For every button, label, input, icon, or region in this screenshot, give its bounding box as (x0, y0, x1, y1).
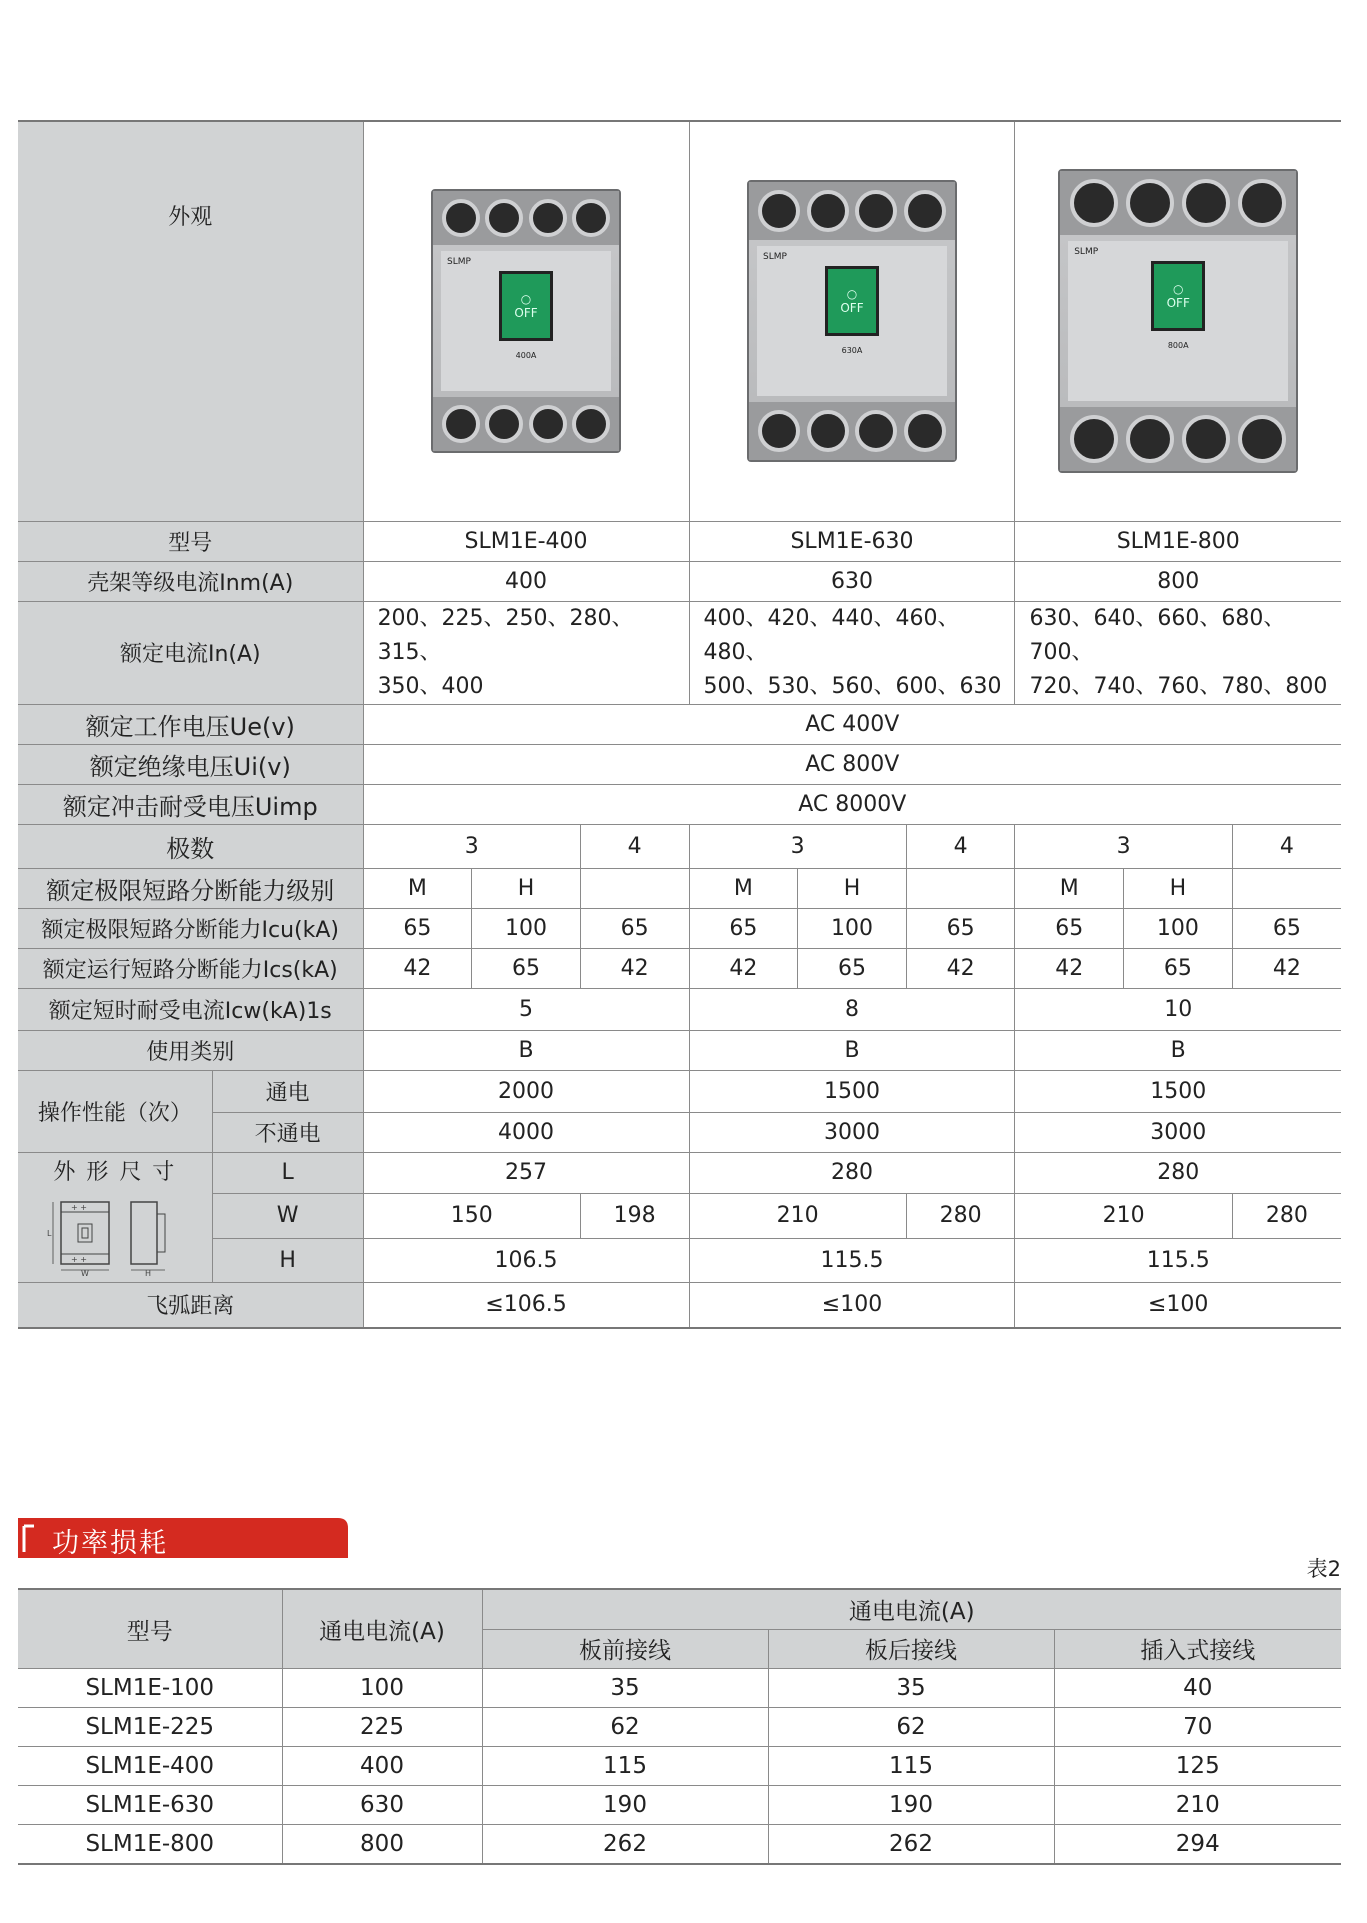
level-cell: H (472, 868, 581, 908)
poles-cell: 3 (689, 824, 906, 868)
icu-cell: 100 (798, 908, 907, 948)
spec-table (18, 120, 1341, 1329)
appearance-label: 外观 (18, 121, 363, 521)
icu-cell: 100 (1124, 908, 1233, 948)
category-label: 使用类别 (18, 1030, 363, 1070)
level-cell: H (1124, 868, 1233, 908)
front-cell: 190 (482, 1786, 768, 1825)
back-wiring-header: 板后接线 (768, 1629, 1054, 1669)
dim-l-cell: 280 (689, 1152, 1015, 1193)
dim-l-cell: 257 (363, 1152, 689, 1193)
back-cell: 262 (768, 1825, 1054, 1865)
ue-row (18, 704, 1341, 744)
icu-label: 额定极限短路分断能力Icu(kA) (18, 908, 363, 948)
svg-text:+ +: + + (70, 1254, 87, 1264)
appearance-row (18, 121, 1341, 521)
ics-cell: 65 (798, 948, 907, 988)
rating-text: 630A (841, 346, 863, 356)
level-cell: M (363, 868, 472, 908)
plugin-cell: 210 (1054, 1786, 1341, 1825)
model-cell: SLM1E-400 (363, 521, 689, 561)
model-label: 型号 (18, 521, 363, 561)
model-cell: SLM1E-100 (18, 1669, 282, 1708)
ics-cell: 42 (689, 948, 798, 988)
group-header: 通电电流(A) (482, 1589, 1341, 1629)
frame-current-row (18, 561, 1341, 601)
deenergized-cell: 4000 (363, 1112, 689, 1152)
icw-cell: 5 (363, 988, 689, 1030)
breaker-400-image (431, 189, 621, 453)
table-row (18, 1747, 1341, 1786)
icw-cell: 10 (1015, 988, 1341, 1030)
breaker-image-2 (689, 121, 1015, 521)
brand-text: SLMP (447, 257, 471, 268)
dim-w-cell: 280 (1232, 1193, 1341, 1238)
dimension-drawing (45, 1190, 185, 1276)
svg-text:H: H (144, 1268, 151, 1276)
front-cell: 262 (482, 1825, 768, 1865)
off-switch: ○ OFF (825, 266, 879, 336)
energized-row (18, 1070, 1341, 1112)
table-row (18, 1669, 1341, 1708)
dim-l-row (18, 1152, 1341, 1193)
ics-label: 额定运行短路分断能力Ics(kA) (18, 948, 363, 988)
ics-cell: 65 (472, 948, 581, 988)
dim-w-cell: 150 (363, 1193, 580, 1238)
category-cell: B (363, 1030, 689, 1070)
arc-row (18, 1282, 1341, 1328)
rating-text: 400A (515, 351, 537, 361)
brand-text: SLMP (762, 252, 787, 263)
energized-cell: 2000 (363, 1070, 689, 1112)
ui-row (18, 744, 1341, 784)
poles-cell: 4 (580, 824, 689, 868)
deenergized-label: 不通电 (212, 1112, 363, 1152)
model-cell: SLM1E-630 (18, 1786, 282, 1825)
icu-cell: 65 (1015, 908, 1124, 948)
off-switch: ○ OFF (1151, 261, 1205, 331)
model-cell: SLM1E-630 (689, 521, 1015, 561)
poles-cell: 4 (1232, 824, 1341, 868)
frame-current-cell: 630 (689, 561, 1015, 601)
dim-h-label: H (212, 1239, 363, 1282)
back-cell: 62 (768, 1708, 1054, 1747)
table-row (18, 1708, 1341, 1747)
ics-row (18, 948, 1341, 988)
model-cell: SLM1E-225 (18, 1708, 282, 1747)
category-cell: B (689, 1030, 1015, 1070)
deenergized-row (18, 1112, 1341, 1152)
dim-w-label: W (212, 1193, 363, 1238)
dim-l-cell: 280 (1015, 1152, 1341, 1193)
rated-current-row (18, 601, 1341, 704)
level-cell: M (1015, 868, 1124, 908)
ue-value: AC 400V (363, 704, 1341, 744)
level-cell: M (689, 868, 798, 908)
ics-cell: 42 (1232, 948, 1341, 988)
rated-current-label: 额定电流In(A) (18, 601, 363, 704)
uimp-value: AC 8000V (363, 784, 1341, 824)
svg-text:+ +: + + (70, 1202, 87, 1212)
energized-label: 通电 (212, 1070, 363, 1112)
arc-cell: ≤106.5 (363, 1282, 689, 1328)
icu-cell: 100 (472, 908, 581, 948)
dimensions-label: 外 形 尺 寸 (53, 1159, 177, 1185)
model-header: 型号 (18, 1589, 282, 1669)
level-cell (906, 868, 1015, 908)
level-cell (580, 868, 689, 908)
icw-row (18, 988, 1341, 1030)
level-cell (1232, 868, 1341, 908)
plugin-wiring-header: 插入式接线 (1054, 1629, 1341, 1669)
rated-current-cell: 400、420、440、460、480、 500、530、560、600、630 (689, 601, 1015, 704)
current-header: 通电电流(A) (282, 1589, 482, 1669)
frame-current-label: 壳架等级电流Inm(A) (18, 561, 363, 601)
poles-row (18, 824, 1341, 868)
poles-cell: 4 (906, 824, 1015, 868)
dim-w-cell: 280 (906, 1193, 1015, 1238)
current-cell: 630 (282, 1786, 482, 1825)
level-label: 额定极限短路分断能力级别 (18, 868, 363, 908)
ics-cell: 42 (580, 948, 689, 988)
ui-value: AC 800V (363, 744, 1341, 784)
plugin-cell: 40 (1054, 1669, 1341, 1708)
dim-w-cell: 198 (580, 1193, 689, 1238)
front-cell: 115 (482, 1747, 768, 1786)
frame-current-cell: 400 (363, 561, 689, 601)
breaker-image-1 (363, 121, 689, 521)
ui-label: 额定绝缘电压Ui(v) (18, 744, 363, 784)
dim-l-label: L (212, 1152, 363, 1193)
rating-text: 800A (1167, 341, 1189, 351)
current-cell: 400 (282, 1747, 482, 1786)
model-row (18, 521, 1341, 561)
dim-w-row (18, 1193, 1341, 1238)
front-cell: 35 (482, 1669, 768, 1708)
energized-cell: 1500 (1015, 1070, 1341, 1112)
arc-cell: ≤100 (689, 1282, 1015, 1328)
ue-label: 额定工作电压Ue(v) (18, 704, 363, 744)
breaker-image-3 (1015, 121, 1341, 521)
breaker-630-image (747, 180, 957, 462)
dim-h-cell: 115.5 (689, 1239, 1015, 1282)
current-cell: 100 (282, 1669, 482, 1708)
section-banner (18, 1518, 348, 1558)
section-title: 功率损耗 (52, 1528, 168, 1559)
dim-h-cell: 106.5 (363, 1239, 689, 1282)
uimp-row (18, 784, 1341, 824)
category-cell: B (1015, 1030, 1341, 1070)
dim-w-cell: 210 (689, 1193, 906, 1238)
svg-text:W: W (80, 1268, 89, 1276)
uimp-label: 额定冲击耐受电压Uimp (18, 784, 363, 824)
icw-cell: 8 (689, 988, 1015, 1030)
deenergized-cell: 3000 (1015, 1112, 1341, 1152)
category-row (18, 1030, 1341, 1070)
rated-current-cell: 200、225、250、280、315、 350、400 (363, 601, 689, 704)
power-loss-table (18, 1588, 1341, 1865)
dim-w-cell: 210 (1015, 1193, 1232, 1238)
header-row-1 (18, 1589, 1341, 1629)
arc-label: 飞弧距离 (18, 1282, 363, 1328)
dimensions-cell (18, 1152, 212, 1282)
icu-cell: 65 (580, 908, 689, 948)
icw-label: 额定短时耐受电流Icw(kA)1s (18, 988, 363, 1030)
poles-label: 极数 (18, 824, 363, 868)
energized-cell: 1500 (689, 1070, 1015, 1112)
off-switch: ○ OFF (499, 271, 553, 341)
dim-h-cell: 115.5 (1015, 1239, 1341, 1282)
svg-text:L: L (46, 1228, 52, 1238)
ics-cell: 42 (906, 948, 1015, 988)
back-cell: 115 (768, 1747, 1054, 1786)
breaker-800-image (1058, 169, 1298, 473)
ics-cell: 42 (363, 948, 472, 988)
frame-current-cell: 800 (1015, 561, 1341, 601)
table-row (18, 1825, 1341, 1865)
poles-cell: 3 (1015, 824, 1232, 868)
operation-label: 操作性能（次） (18, 1070, 212, 1152)
plugin-cell: 294 (1054, 1825, 1341, 1865)
icu-cell: 65 (1232, 908, 1341, 948)
icu-cell: 65 (363, 908, 472, 948)
table-row (18, 1786, 1341, 1825)
rated-current-cell: 630、640、660、680、700、 720、740、760、780、800 (1015, 601, 1341, 704)
back-cell: 35 (768, 1669, 1054, 1708)
front-wiring-header: 板前接线 (482, 1629, 768, 1669)
front-cell: 62 (482, 1708, 768, 1747)
icu-cell: 65 (906, 908, 1015, 948)
ics-cell: 65 (1124, 948, 1233, 988)
model-cell: SLM1E-800 (18, 1825, 282, 1865)
back-cell: 190 (768, 1786, 1054, 1825)
table-number: 表2 (1306, 1557, 1341, 1581)
deenergized-cell: 3000 (689, 1112, 1015, 1152)
poles-cell: 3 (363, 824, 580, 868)
dim-h-row (18, 1239, 1341, 1282)
plugin-cell: 125 (1054, 1747, 1341, 1786)
icu-cell: 65 (689, 908, 798, 948)
current-cell: 225 (282, 1708, 482, 1747)
current-cell: 800 (282, 1825, 482, 1865)
icu-row (18, 908, 1341, 948)
level-row (18, 868, 1341, 908)
model-cell: SLM1E-800 (1015, 521, 1341, 561)
level-cell: H (798, 868, 907, 908)
plugin-cell: 70 (1054, 1708, 1341, 1747)
arc-cell: ≤100 (1015, 1282, 1341, 1328)
ics-cell: 42 (1015, 948, 1124, 988)
model-cell: SLM1E-400 (18, 1747, 282, 1786)
brand-text: SLMP (1074, 247, 1099, 258)
